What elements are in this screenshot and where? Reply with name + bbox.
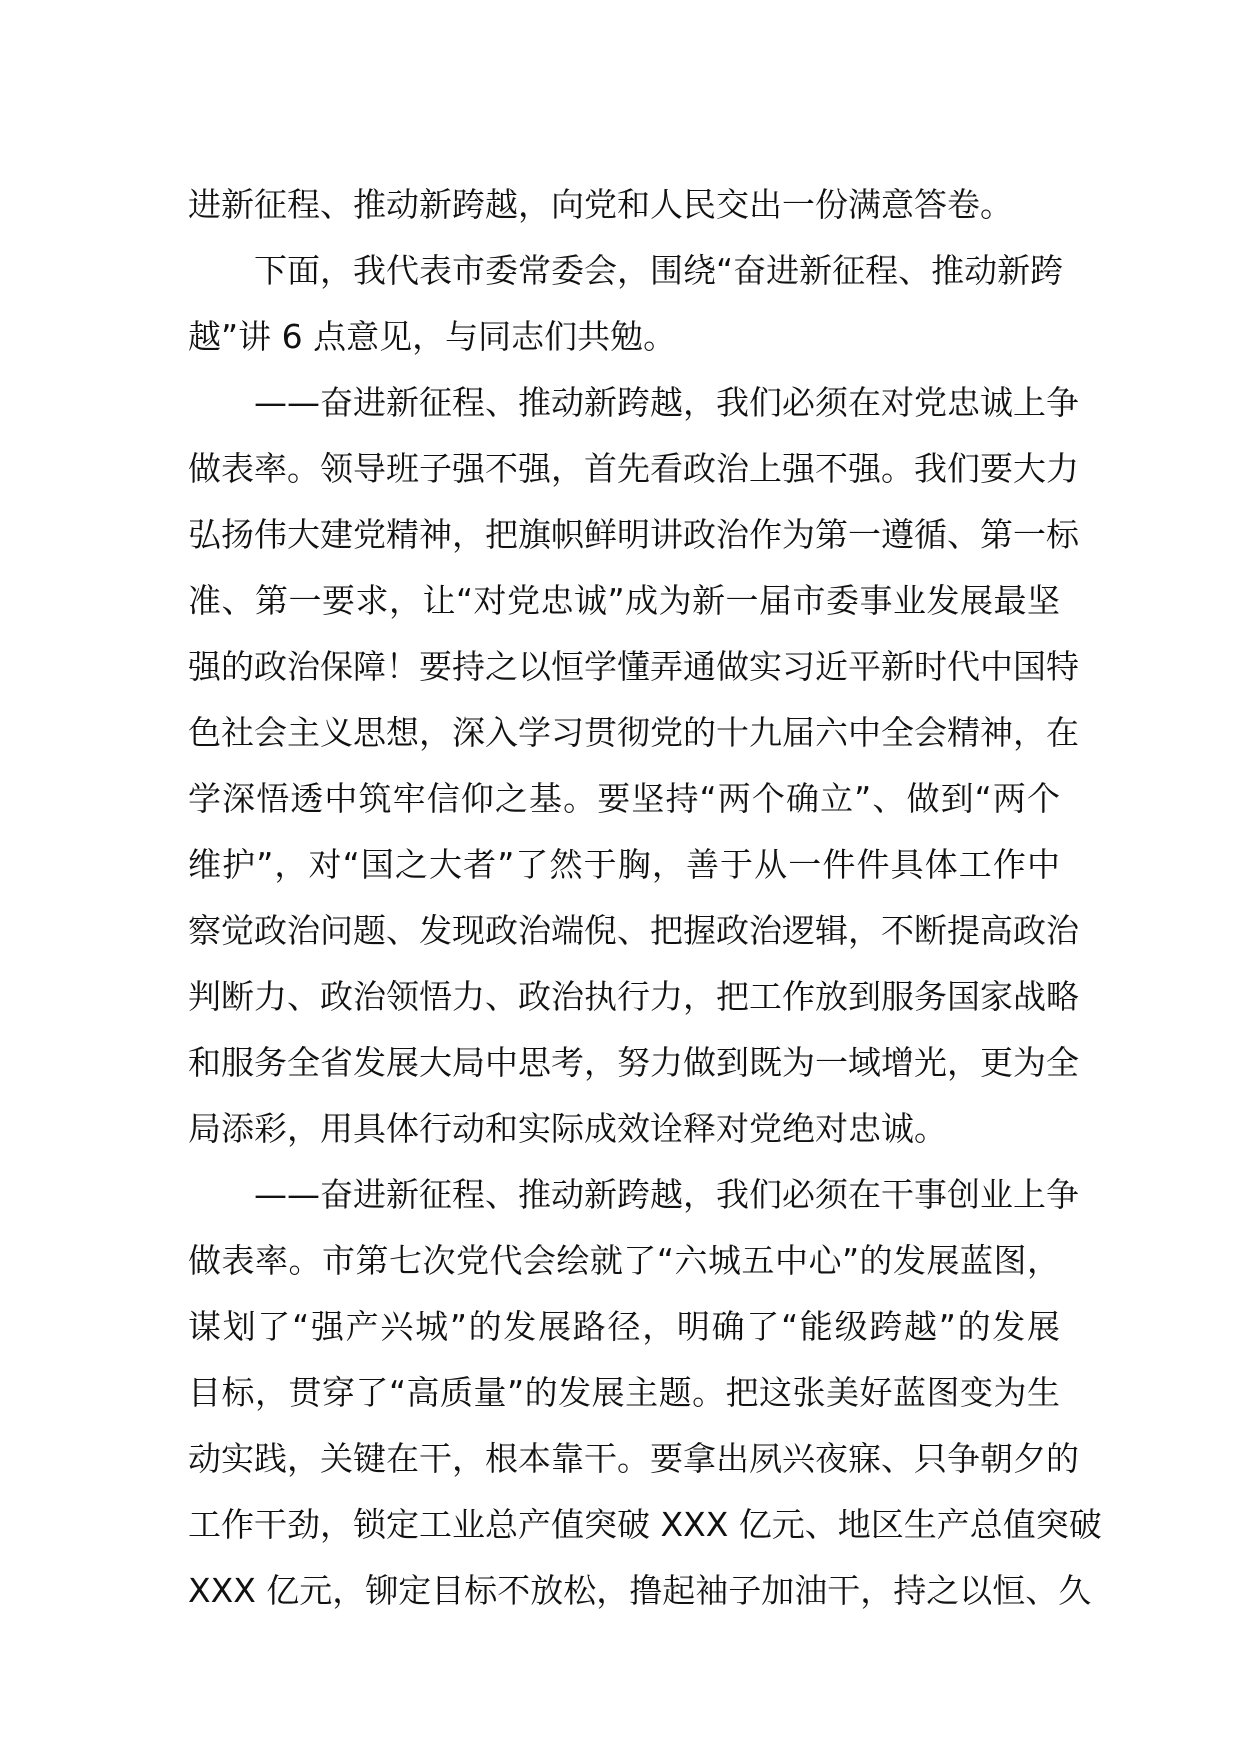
text-line: 做表率。市第七次党代会绘就了“六城五中心”的发展蓝图， xyxy=(188,1241,1060,1280)
paragraph-first-line: ——奋进新征程、推动新跨越，我们必须在干事创业上争 xyxy=(254,1175,1079,1214)
text-line: 准、第一要求，让“对党忠诚”成为新一届市委事业发展最坚 xyxy=(188,581,1060,620)
text-line: 察觉政治问题、发现政治端倪、把握政治逻辑，不断提高政治 xyxy=(188,911,1079,950)
text-line: 强的政治保障！要持之以恒学懂弄通做实习近平新时代中国特 xyxy=(188,647,1079,686)
text-line: 维护”，对“国之大者”了然于胸，善于从一件件具体工作中 xyxy=(188,845,1060,884)
text-line: 动实践，关键在干，根本靠干。要拿出夙兴夜寐、只争朝夕的 xyxy=(188,1439,1079,1478)
text-line: 学深悟透中筑牢信仰之基。要坚持“两个确立”、做到“两个 xyxy=(188,779,1060,818)
paragraph-first-line: 下面，我代表市委常委会，围绕“奋进新征程、推动新跨 xyxy=(254,251,1064,290)
text-line: 局添彩，用具体行动和实际成效诠释对党绝对忠诚。 xyxy=(188,1109,947,1148)
text-line: 目标，贯穿了“高质量”的发展主题。把这张美好蓝图变为生 xyxy=(188,1373,1060,1412)
text-line: 和服务全省发展大局中思考，努力做到既为一域增光，更为全 xyxy=(188,1043,1079,1082)
text-line: 做表率。领导班子强不强，首先看政治上强不强。我们要大力 xyxy=(188,449,1079,488)
text-line: 判断力、政治领悟力、政治执行力，把工作放到服务国家战略 xyxy=(188,977,1079,1016)
text-line: 色社会主义思想，深入学习贯彻党的十九届六中全会精神，在 xyxy=(188,713,1079,752)
text-line: XXX 亿元，铆定目标不放松，撸起袖子加油干，持之以恒、久 xyxy=(188,1571,1092,1610)
text-line: 工作干劲，锁定工业总产值突破 XXX 亿元、地区生产总值突破 xyxy=(188,1505,1102,1544)
document-body xyxy=(188,172,1102,1624)
text-line: 越”讲 6 点意见，与同志们共勉。 xyxy=(188,317,677,356)
text-line: 谋划了“强产兴城”的发展路径，明确了“能级跨越”的发展 xyxy=(188,1307,1060,1346)
paragraph-first-line: ——奋进新征程、推动新跨越，我们必须在对党忠诚上争 xyxy=(254,383,1079,422)
text-line: 进新征程、推动新跨越，向党和人民交出一份满意答卷。 xyxy=(188,185,1013,224)
text-line: 弘扬伟大建党精神，把旗帜鲜明讲政治作为第一遵循、第一标 xyxy=(188,515,1079,554)
